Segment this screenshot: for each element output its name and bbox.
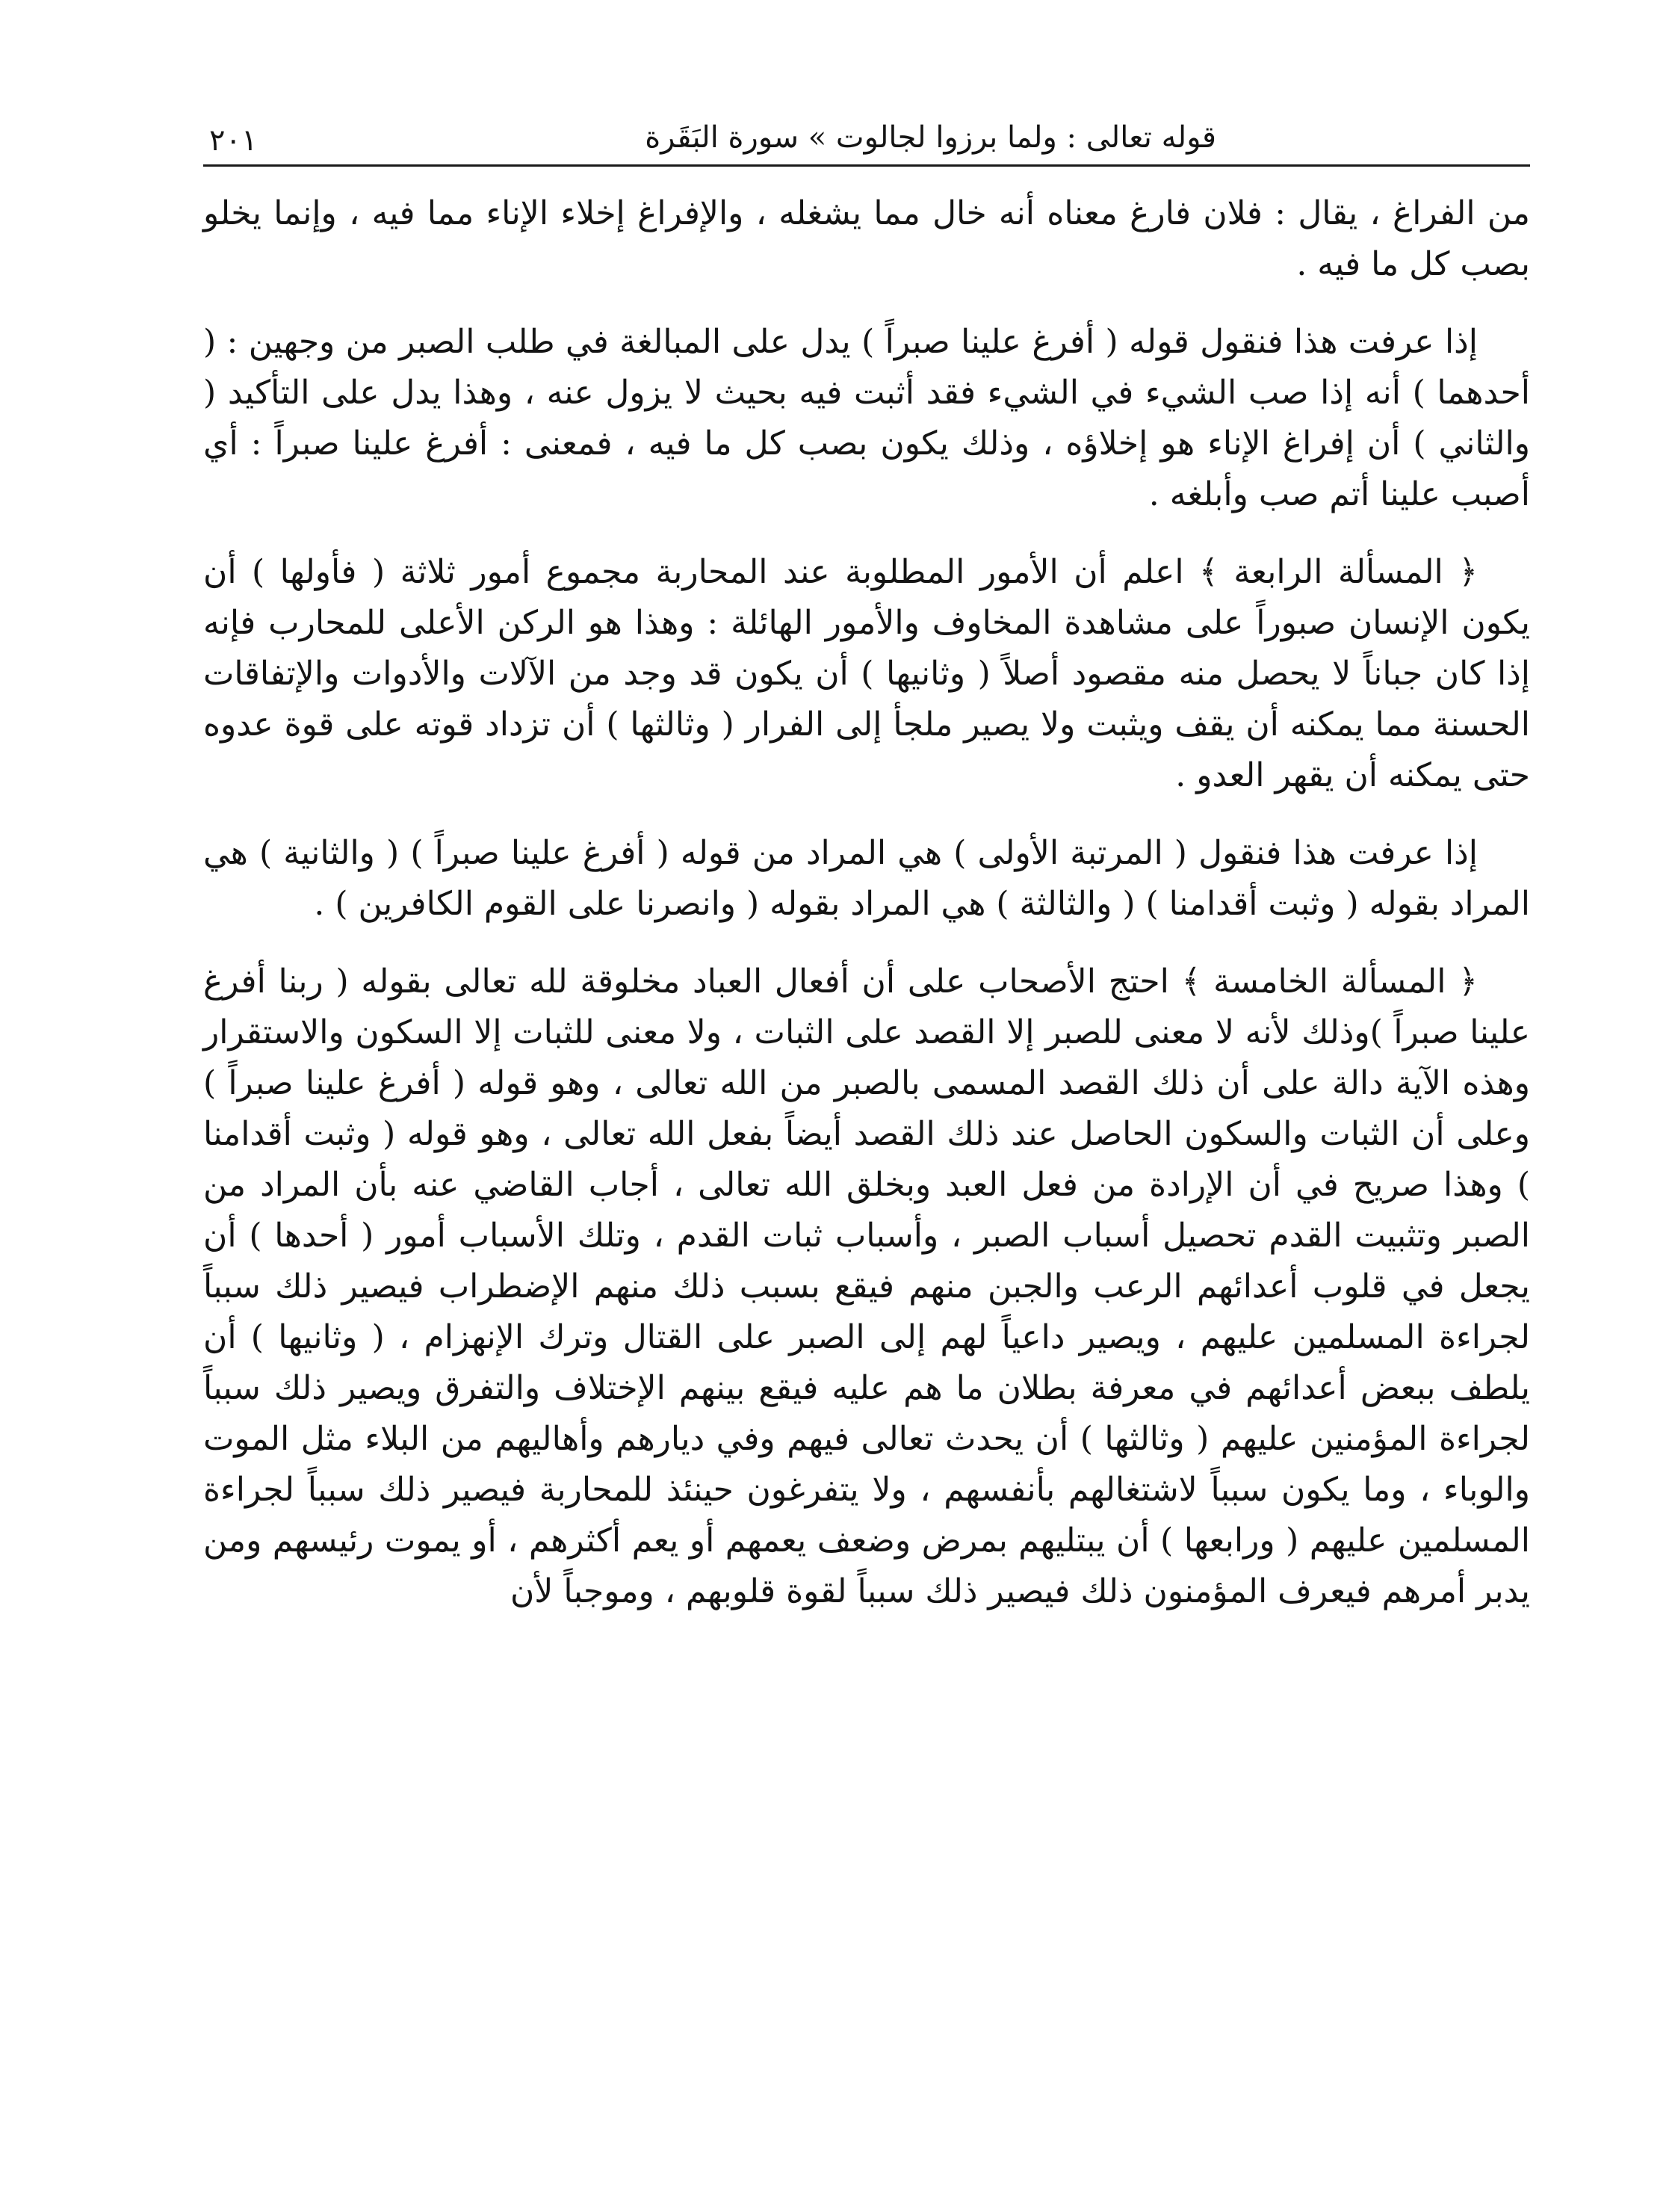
- paragraph-5: ﴿ المسألة الخامسة ﴾ احتج الأصحاب على أن أفعال العباد مخلوقة لله تعالى بقوله ( ربنا أفرغ علينا صبراً )وذلك لأنه لا معنى للصبر إلا القصد على الثبات ، ولا معنى للثبات إلا السكون والاستقرار وهذه الآية دالة على أن ذلك القصد المسمى بالصبر من الله تعالى ، وهو قوله ( أفرغ علينا صبراً ) وعلى أن الثبات والسكون الحاصل عند ذلك القصد أيضاً بفعل الله تعالى ، وهو قوله ( وثبت أقدامنا ) وهذا صريح في أن الإرادة من فعل العبد وبخلق الله تعالى ، أجاب القاضي عنه بأن المراد من الصبر وتثبيت القدم تحصيل أسباب الصبر ، وأسباب ثبات القدم ، وتلك الأسباب أمور ( أحدها ) أن يجعل في قلوب أعدائهم الرعب والجبن منهم فيقع بسبب ذلك منهم الإضطراب فيصير ذلك سبباً لجراءة المسلمين عليهم ، ويصير داعياً لهم إلى الصبر على القتال وترك الإنهزام ، ( وثانيها ) أن يلطف ببعض أعدائهم في معرفة بطلان ما هم عليه فيقع بينهم الإختلاف والتفرق ويصير ذلك سبباً لجراءة المؤمنين عليهم ( وثالثها ) أن يحدث تعالى فيهم وفي ديارهم وأهاليهم من البلاء مثل الموت والوباء ، وما يكون سبباً لاشتغالهم بأنفسهم ، ولا يتفرغون حينئذ للمحاربة فيصير ذلك سبباً لجراءة المسلمين عليهم ( ورابعها ) أن يبتليهم بمرض وضعف يعمهم أو يعم أكثرهم ، أو يموت رئيسهم ومن يدبر أمرهم فيعرف المؤمنون ذلك فيصير ذلك سبباً لقوة قلوبهم ، وموجباً لأن: [203, 963, 1530, 1610]
- page-number: ٢٠١: [209, 123, 258, 158]
- paragraph-3: ﴿ المسألة الرابعة ﴾ اعلم أن الأمور المطلوبة عند المحاربة مجموع أمور ثلاثة ( فأولها ) أن يكون الإنسان صبوراً على مشاهدة المخاوف والأمور الهائلة : وهذا هو الركن الأعلى للمحارب فإنه إذا كان جباناً لا يحصل منه مقصود أصلاً ( وثانيها ) أن يكون قد وجد من الآلات والأدوات والإتفاقات الحسنة مما يمكنه أن يقف ويثبت ولا يصير ملجأ إلى الفرار ( وثالثها ) أن تزداد قوته على قوة عدوه حتى يمكنه أن يقهر العدو .: [203, 553, 1530, 794]
- running-title: قوله تعالى : ولما برزوا لجالوت » سورة البَقَرة: [645, 120, 1216, 155]
- page-header: [203, 112, 1530, 167]
- paragraph-2: إذا عرفت هذا فنقول قوله ( أفرغ علينا صبراً ) يدل على المبالغة في طلب الصبر من وجهين : ( أحدهما ) أنه إذا صب الشيء في الشيء فقد أثبت فيه بحيث لا يزول عنه ، وهذا يدل على التأكيد ( والثاني ) أن إفراغ الإناء هو إخلاؤه ، وذلك يكون بصب كل ما فيه ، فمعنى : أفرغ علينا صبراً : أي أصبب علينا أتم صب وأبلغه .: [203, 323, 1530, 513]
- paragraph-4: إذا عرفت هذا فنقول ( المرتبة الأولى ) هي المراد من قوله ( أفرغ علينا صبراً ) ( والثانية ) هي المراد بقوله ( وثبت أقدامنا ) ( والثالثة ) هي المراد بقوله ( وانصرنا على القوم الكافرين ) .: [203, 834, 1530, 923]
- text-body: [203, 188, 1530, 1617]
- paragraph-1: من الفراغ ، يقال : فلان فارغ معناه أنه خال مما يشغله ، والإفراغ إخلاء الإناء مما فيه ، وإنما يخلو بصب كل ما فيه .: [203, 194, 1530, 283]
